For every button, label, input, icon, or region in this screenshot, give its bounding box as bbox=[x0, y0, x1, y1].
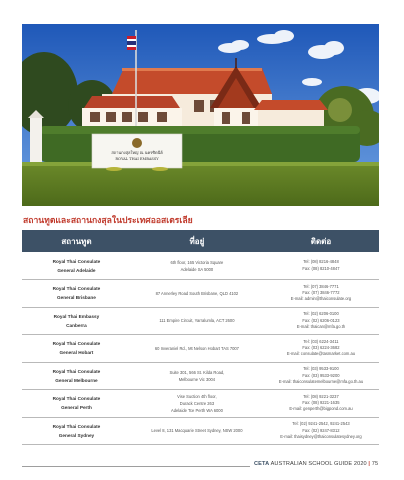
name-line: General Sydney bbox=[58, 432, 95, 438]
row-name bbox=[22, 417, 131, 445]
contact-line: E-mail: thaisydney@thaiconsulatesydney.org bbox=[280, 433, 362, 439]
contact-line: Fax: (03) 9533-9200 bbox=[302, 372, 340, 378]
footer-rule bbox=[22, 466, 250, 467]
header-contact: ติดต่อ bbox=[263, 230, 379, 252]
row-contact bbox=[263, 252, 379, 280]
table-row bbox=[22, 252, 379, 280]
table-row bbox=[22, 335, 379, 363]
name-line: Royal Thai Embassy bbox=[53, 313, 100, 319]
contact-line: Tel: (08) 8216-4848 bbox=[303, 259, 339, 265]
address-line: 6th floor, 165 Victoria Square bbox=[170, 259, 224, 265]
consulate-table bbox=[22, 230, 379, 445]
name-line: General Adelaide bbox=[57, 267, 96, 273]
address-line: Level 8, 131 Macquarie Street Sydney, NSW 2000 bbox=[151, 428, 243, 434]
row-address bbox=[131, 362, 263, 390]
row-contact bbox=[263, 390, 379, 418]
header-embassy: สถานทูต bbox=[22, 230, 131, 252]
contact-line: Tel: (07) 3846-7771 bbox=[303, 283, 339, 289]
name-line: Royal Thai Consulate bbox=[52, 258, 101, 264]
name-line: General Hobart bbox=[59, 350, 94, 356]
row-contact bbox=[263, 280, 379, 308]
contact-line: E-mail: consulate@tasmarket.com.au bbox=[286, 351, 356, 357]
name-line: Royal Thai Consulate bbox=[52, 341, 101, 347]
contact-line: Fax: (02) 6206-0123 bbox=[302, 317, 340, 323]
contact-line: Fax: (08) 9221-1635 bbox=[302, 400, 340, 406]
row-address bbox=[131, 252, 263, 280]
address-line: Adelaide Tce Perth WA 6000 bbox=[170, 407, 223, 413]
contact-line: Tel: (02) 6206-0100 bbox=[303, 311, 339, 317]
contact-line: Fax: (03) 6224-3682 bbox=[302, 345, 340, 351]
name-line: Royal Thai Consulate bbox=[52, 286, 101, 292]
address-line: Vise Suction 4th floor, bbox=[177, 393, 217, 399]
row-address bbox=[131, 417, 263, 445]
row-address bbox=[131, 307, 263, 335]
contact-line: Tel: (03) 9533-9100 bbox=[303, 366, 339, 372]
row-address bbox=[131, 390, 263, 418]
contact-line: E-mail: thaican@mfa.go.th bbox=[296, 323, 346, 329]
footer-brand: CETA bbox=[254, 461, 270, 467]
contact-line: Fax: (07) 3846-7772 bbox=[302, 290, 340, 296]
row-contact bbox=[263, 335, 379, 363]
row-address bbox=[131, 280, 263, 308]
table-row bbox=[22, 390, 379, 418]
footer-separator: | bbox=[368, 461, 371, 467]
table-row bbox=[22, 280, 379, 308]
address-line: 87 Annerley Road South Brisbane, QLD 4102 bbox=[155, 290, 239, 296]
name-line: Royal Thai Consulate bbox=[52, 396, 101, 402]
embassy-photo bbox=[22, 24, 379, 206]
address-line: Durack Centre 263 bbox=[179, 400, 215, 406]
contact-line: Tel: (03) 6224-3411 bbox=[303, 338, 339, 344]
table-row bbox=[22, 417, 379, 445]
footer-guide: AUSTRALIAN SCHOOL GUIDE 2020 bbox=[270, 461, 367, 467]
contact-line: Fax: (02) 9247-8312 bbox=[302, 427, 340, 433]
contact-line: E-mail: admin@thaiconsulate.org bbox=[290, 296, 352, 302]
row-name bbox=[22, 390, 131, 418]
row-name bbox=[22, 335, 131, 363]
contact-line: E-mail: thaiconsulatemelbourne@mfa.go.th.au bbox=[278, 378, 364, 384]
sign-line-2: ROYAL THAI EMBASSY bbox=[115, 157, 159, 161]
row-contact bbox=[263, 417, 379, 445]
name-line: Royal Thai Consulate bbox=[52, 368, 101, 374]
address-line: 60 Inveraniel Rd., Mt Nelson Hobart TAS 7007 bbox=[154, 345, 239, 351]
name-line: General Melbourne bbox=[55, 377, 98, 383]
section-title: สถานทูตและสถานกงสุลในประเทศออสเตรเลีย bbox=[23, 216, 193, 226]
row-name bbox=[22, 280, 131, 308]
row-contact bbox=[263, 362, 379, 390]
contact-line: Tel: (02) 9241-2542, 9241-2543 bbox=[292, 421, 350, 427]
address-line: Melbourne Vic 3004 bbox=[178, 376, 216, 382]
row-name bbox=[22, 307, 131, 335]
address-line: Suite 301, 566 St. Kilda Road, bbox=[169, 369, 225, 375]
header-address: ที่อยู่ bbox=[131, 230, 263, 252]
page-number: 75 bbox=[371, 461, 379, 467]
contact-line: Tel: (08) 9221-3237 bbox=[303, 393, 339, 399]
address-line: 111 Empire Circuit, Yarralumla, ACT 2600 bbox=[159, 318, 235, 324]
table-row bbox=[22, 362, 379, 390]
address-line: Adelaide SA 5000 bbox=[180, 266, 214, 272]
page-footer bbox=[254, 461, 378, 467]
name-line: General Brisbane bbox=[57, 295, 96, 301]
row-name bbox=[22, 362, 131, 390]
row-contact bbox=[263, 307, 379, 335]
row-name bbox=[22, 252, 131, 280]
sign-line-1: สถานกงสุลใหญ่ ณ นครซิดนีย์ bbox=[111, 150, 163, 155]
table-header-row bbox=[22, 230, 379, 252]
contact-line: Fax: (08) 8210-4847 bbox=[302, 265, 340, 271]
row-address bbox=[131, 335, 263, 363]
name-line: Canberra bbox=[66, 322, 87, 328]
table-row bbox=[22, 307, 379, 335]
name-line: Royal Thai Consulate bbox=[52, 423, 101, 429]
contact-line: E-mail: genperth@bigpond.com.au bbox=[289, 406, 353, 412]
name-line: General Perth bbox=[61, 405, 92, 411]
